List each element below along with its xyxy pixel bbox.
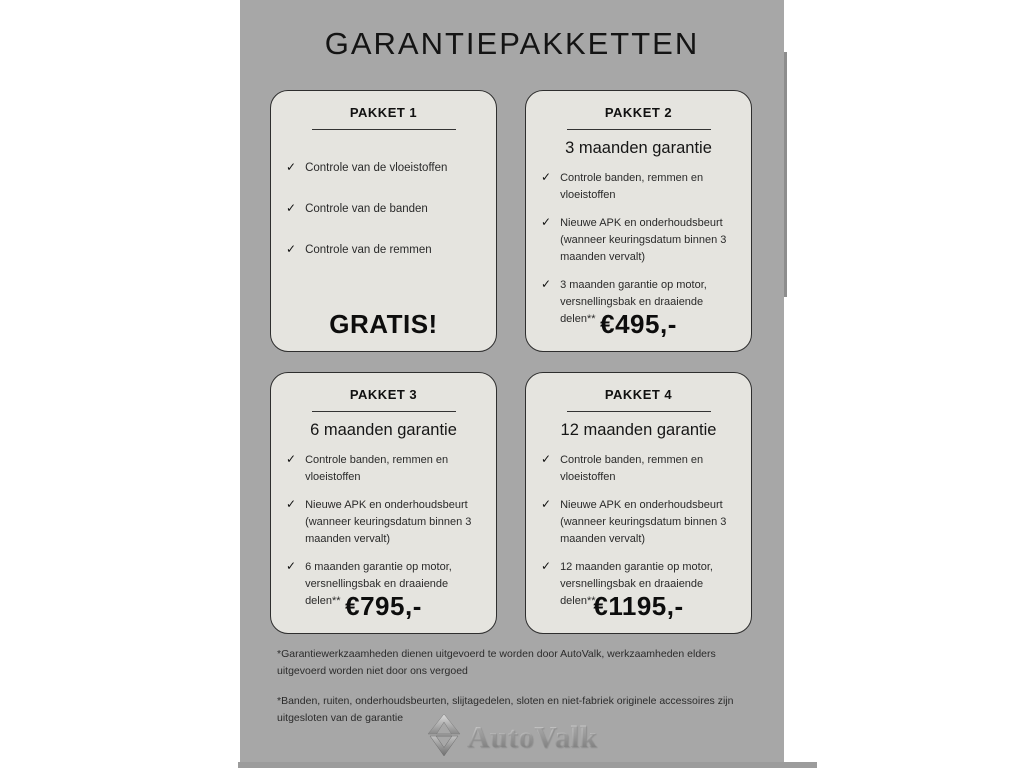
- horizontal-scrollbar[interactable]: [238, 762, 817, 768]
- checkmark-icon: ✓: [286, 160, 297, 174]
- checkmark-icon: ✓: [541, 497, 552, 512]
- list-item-text: Controle banden, remmen en vloeistoffen: [305, 454, 449, 484]
- checkmark-icon: ✓: [286, 559, 297, 574]
- list-item-text: Nieuwe APK en onderhoudsbeurt (wanneer keuringsdatum binnen 3 maanden vervalt): [560, 217, 727, 264]
- list-item-text: Controle banden, remmen en vloeistoffen: [560, 454, 704, 484]
- checkmark-icon: ✓: [286, 497, 297, 512]
- title-divider: [567, 411, 711, 412]
- autovalk-diamond-icon: [427, 713, 461, 762]
- checkmark-icon: ✓: [541, 277, 552, 292]
- card-title: PAKKET 3: [349, 387, 418, 402]
- checkmark-icon: ✓: [286, 241, 297, 256]
- list-item-text: 12 maanden garantie op motor, versnellingsbak en draaiende delen**: [560, 561, 713, 608]
- list-item-text: Controle van de banden: [305, 202, 428, 215]
- package-card-4: [525, 372, 752, 634]
- checkmark-icon: ✓: [541, 170, 552, 184]
- card-subtitle: 6 maanden garantie: [310, 421, 457, 439]
- checkmark-icon: ✓: [541, 215, 552, 230]
- title-divider: [567, 129, 711, 130]
- list-item: [541, 497, 739, 548]
- package-card-2: [525, 90, 752, 352]
- card-title: PAKKET 4: [604, 387, 673, 402]
- list-item: [286, 497, 484, 548]
- title-divider: [312, 411, 456, 412]
- price-label: €795,-: [345, 591, 422, 621]
- list-item: [286, 452, 484, 486]
- list-item: [541, 215, 739, 266]
- card-title: PAKKET 2: [604, 105, 673, 120]
- list-item-text: Controle banden, remmen en vloeistoffen: [560, 172, 704, 202]
- footnote-warranty-work: *Garantiewerkzaamheden dienen uitgevoerd te worden door AutoValk, werkzaamheden elders uitgevoerd worden niet door ons vergoed: [277, 648, 716, 677]
- feature-list: [526, 158, 751, 328]
- flyer-canvas: [240, 0, 784, 763]
- list-item: [541, 170, 739, 204]
- list-item-text: Nieuwe APK en onderhoudsbeurt (wanneer keuringsdatum binnen 3 maanden vervalt): [305, 499, 472, 546]
- package-card-3: [270, 372, 497, 634]
- feature-list: [526, 440, 751, 610]
- list-item-text: Controle van de remmen: [305, 243, 432, 256]
- price-label: €495,-: [600, 309, 677, 339]
- price-label: €1195,-: [593, 591, 684, 621]
- page-title: GARANTIEPAKKETTEN: [324, 26, 700, 61]
- feature-list: [271, 130, 496, 259]
- card-subtitle: 3 maanden garantie: [565, 139, 712, 157]
- checkmark-icon: ✓: [286, 452, 297, 466]
- package-card-1: [270, 90, 497, 352]
- feature-list: [271, 440, 496, 610]
- checkmark-icon: ✓: [541, 452, 552, 466]
- list-item: [286, 201, 484, 219]
- card-title: PAKKET 1: [349, 105, 418, 120]
- list-item-text: Controle van de vloeistoffen: [305, 162, 448, 174]
- autovalk-wordmark: AutoValk: [466, 719, 598, 754]
- card-subtitle: 12 maanden garantie: [560, 421, 717, 439]
- autovalk-logo: [240, 712, 784, 762]
- footnote-exclusions: *Banden, ruiten, onderhoudsbeurten, slijtagedelen, sloten en niet-fabriek originele accessoires zijn uitgesloten van de garantie: [277, 695, 734, 724]
- checkmark-icon: ✓: [541, 559, 552, 574]
- list-item: [541, 452, 739, 486]
- price-label: GRATIS!: [329, 309, 438, 339]
- list-item-text: 6 maanden garantie op motor, versnellingsbak en draaiende delen**: [305, 561, 452, 608]
- list-item: [286, 160, 484, 178]
- list-item-text: 3 maanden garantie op motor, versnellingsbak en draaiende delen**: [560, 279, 707, 326]
- list-item: [286, 242, 484, 260]
- vertical-scrollbar-thumb[interactable]: [784, 52, 787, 297]
- list-item-text: Nieuwe APK en onderhoudsbeurt (wanneer keuringsdatum binnen 3 maanden vervalt): [560, 499, 727, 546]
- checkmark-icon: ✓: [286, 200, 297, 215]
